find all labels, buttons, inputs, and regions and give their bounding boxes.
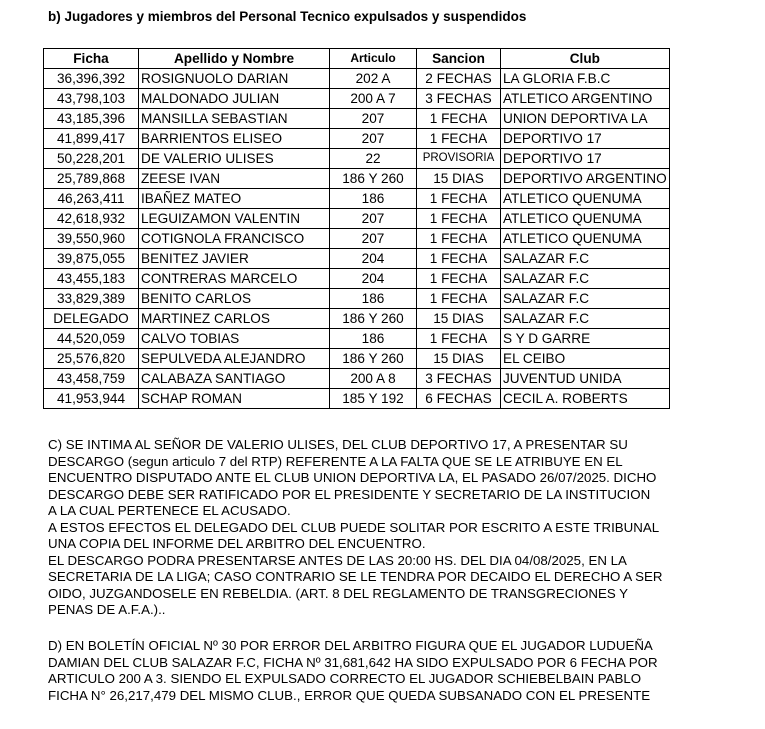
cell-apellido-nombre: LEGUIZAMON VALENTIN (139, 209, 330, 229)
sanctions-table (43, 48, 670, 409)
cell-ficha: 41,953,944 (44, 389, 139, 409)
cell-articulo: 207 (330, 129, 417, 149)
cell-articulo: 207 (330, 109, 417, 129)
table-row (44, 89, 670, 109)
cell-club: DEPORTIVO 17 (501, 149, 670, 169)
section-c-line: EL DESCARGO PODRA PRESENTARSE ANTES DE LAS 20:00 HS. DEL DIA 04/08/2025, EN LA (48, 552, 627, 568)
cell-ficha: 43,185,396 (44, 109, 139, 129)
cell-ficha: 50,228,201 (44, 149, 139, 169)
cell-articulo: 200 A 8 (330, 369, 417, 389)
cell-ficha: DELEGADO (44, 309, 139, 329)
cell-ficha: 42,618,932 (44, 209, 139, 229)
cell-apellido-nombre: COTIGNOLA FRANCISCO (139, 229, 330, 249)
cell-club: DEPORTIVO 17 (501, 129, 670, 149)
table-body (44, 69, 670, 409)
cell-apellido-nombre: CALABAZA SANTIAGO (139, 369, 330, 389)
cell-club: JUVENTUD UNIDA (501, 369, 670, 389)
cell-club: ATLETICO ARGENTINO (501, 89, 670, 109)
cell-ficha: 25,576,820 (44, 349, 139, 369)
cell-sancion: 2 FECHAS (417, 69, 501, 89)
cell-apellido-nombre: ZEESE IVAN (139, 169, 330, 189)
table-row (44, 69, 670, 89)
table-row (44, 169, 670, 189)
section-d-text (48, 638, 748, 704)
cell-articulo: 207 (330, 209, 417, 229)
cell-club: SALAZAR F.C (501, 269, 670, 289)
cell-club: ATLETICO QUENUMA (501, 229, 670, 249)
cell-articulo: 186 (330, 329, 417, 349)
cell-ficha: 43,798,103 (44, 89, 139, 109)
cell-club: SALAZAR F.C (501, 249, 670, 269)
section-d-line: D) EN BOLETÍN OFICIAL Nº 30 POR ERROR DEL ARBITRO FIGURA QUE EL JUGADOR LUDUEÑA (48, 638, 653, 653)
header-articulo: Articulo (330, 49, 417, 69)
table-row (44, 309, 670, 329)
cell-apellido-nombre: DE VALERIO ULISES (139, 149, 330, 169)
table-row (44, 109, 670, 129)
table-row (44, 269, 670, 289)
cell-sancion: 15 DIAS (417, 349, 501, 369)
cell-club: CECIL A. ROBERTS (501, 389, 670, 409)
section-d-line: FICHA N° 26,217,479 DEL MISMO CLUB., ERROR QUE QUEDA SUBSANADO CON EL PRESENTE (48, 687, 651, 703)
table-row (44, 209, 670, 229)
section-c-line: UNA COPIA DEL INFORME DEL ARBITRO DEL ENCUENTRO. (48, 536, 426, 551)
section-c-line: A ESTOS EFECTOS EL DELEGADO DEL CLUB PUEDE SOLITAR POR ESCRITO A ESTE TRIBUNAL (48, 519, 660, 535)
cell-sancion: 1 FECHA (417, 229, 501, 249)
table-row (44, 129, 670, 149)
cell-sancion: 1 FECHA (417, 289, 501, 309)
cell-sancion: PROVISORIA (417, 149, 501, 169)
section-c-line: SECRETARIA DE LA LIGA; CASO CONTRARIO SE LE TENDRA POR DECAIDO EL DERECHO A SER (48, 569, 663, 584)
cell-club: ATLETICO QUENUMA (501, 189, 670, 209)
cell-sancion: 1 FECHA (417, 109, 501, 129)
cell-apellido-nombre: MARTINEZ CARLOS (139, 309, 330, 329)
cell-ficha: 43,455,183 (44, 269, 139, 289)
cell-sancion: 6 FECHAS (417, 389, 501, 409)
header-club: Club (501, 49, 670, 69)
section-c-line: DESCARGO (segun articulo 7 del RTP) REFERENTE A LA FALTA QUE SE LE ATRIBUYE EN EL (48, 453, 623, 469)
table-row (44, 349, 670, 369)
cell-apellido-nombre: CONTRERAS MARCELO (139, 269, 330, 289)
cell-sancion: 1 FECHA (417, 329, 501, 349)
cell-apellido-nombre: SEPULVEDA ALEJANDRO (139, 349, 330, 369)
section-c-line: OIDO, JUZGANDOSELE EN REBELDIA. (ART. 8 DEL REGLAMENTO DE TRANSGRECIONES Y (48, 585, 629, 601)
cell-ficha: 43,458,759 (44, 369, 139, 389)
cell-ficha: 36,396,392 (44, 69, 139, 89)
cell-club: S Y D GARRE (501, 329, 670, 349)
cell-sancion: 1 FECHA (417, 209, 501, 229)
section-heading: b) Jugadores y miembros del Personal Tecnico expulsados y suspendidos (48, 9, 527, 24)
header-apellido-nombre: Apellido y Nombre (139, 49, 330, 69)
cell-club: UNION DEPORTIVA LA (501, 109, 670, 129)
table-row (44, 189, 670, 209)
cell-sancion: 1 FECHA (417, 269, 501, 289)
cell-apellido-nombre: CALVO TOBIAS (139, 329, 330, 349)
cell-articulo: 200 A 7 (330, 89, 417, 109)
cell-articulo: 186 Y 260 (330, 169, 417, 189)
cell-apellido-nombre: IBAÑEZ MATEO (139, 189, 330, 209)
cell-sancion: 15 DIAS (417, 169, 501, 189)
section-c-line: DESCARGO DEBE SER RATIFICADO POR EL PRESIDENTE Y SECRETARIO DE LA INSTITUCION (48, 486, 651, 502)
table-row (44, 389, 670, 409)
section-d-line: ARTICULO 200 A 3. SIENDO EL EXPULSADO CORRECTO EL JUGADOR SCHIEBELBAIN PABLO (48, 671, 642, 686)
cell-apellido-nombre: BENITEZ JAVIER (139, 249, 330, 269)
cell-apellido-nombre: SCHAP ROMAN (139, 389, 330, 409)
header-sancion: Sancion (417, 49, 501, 69)
cell-ficha: 44,520,059 (44, 329, 139, 349)
table-row (44, 229, 670, 249)
cell-sancion: 3 FECHAS (417, 369, 501, 389)
cell-articulo: 186 Y 260 (330, 309, 417, 329)
cell-sancion: 1 FECHA (417, 249, 501, 269)
cell-articulo: 185 Y 192 (330, 389, 417, 409)
cell-apellido-nombre: MANSILLA SEBASTIAN (139, 109, 330, 129)
cell-ficha: 39,875,055 (44, 249, 139, 269)
cell-sancion: 15 DIAS (417, 309, 501, 329)
cell-apellido-nombre: BENITO CARLOS (139, 289, 330, 309)
cell-articulo: 186 (330, 189, 417, 209)
cell-club: SALAZAR F.C (501, 289, 670, 309)
cell-ficha: 33,829,389 (44, 289, 139, 309)
cell-club: SALAZAR F.C (501, 309, 670, 329)
section-c-line: ENCUENTRO DISPUTADO ANTE EL CLUB UNION DEPORTIVA LA, EL PASADO 26/07/2025. DICHO (48, 470, 657, 485)
cell-apellido-nombre: BARRIENTOS ELISEO (139, 129, 330, 149)
section-c-text (48, 437, 748, 619)
cell-articulo: 186 (330, 289, 417, 309)
cell-sancion: 1 FECHA (417, 129, 501, 149)
cell-ficha: 41,899,417 (44, 129, 139, 149)
section-d-line: DAMIAN DEL CLUB SALAZAR F.C, FICHA Nº 31,681,642 HA SIDO EXPULSADO POR 6 FECHA POR (48, 654, 658, 670)
section-c-line: C) SE INTIMA AL SEÑOR DE VALERIO ULISES, DEL CLUB DEPORTIVO 17, A PRESENTAR SU (48, 437, 628, 452)
cell-ficha: 39,550,960 (44, 229, 139, 249)
cell-sancion: 3 FECHAS (417, 89, 501, 109)
cell-club: ATLETICO QUENUMA (501, 209, 670, 229)
table-row (44, 249, 670, 269)
section-c-line: PENAS DE A.F.A.).. (48, 602, 166, 617)
cell-sancion: 1 FECHA (417, 189, 501, 209)
table-header-row (44, 49, 670, 69)
header-ficha: Ficha (44, 49, 139, 69)
cell-articulo: 202 A (330, 69, 417, 89)
table-row (44, 149, 670, 169)
cell-articulo: 186 Y 260 (330, 349, 417, 369)
cell-ficha: 46,263,411 (44, 189, 139, 209)
cell-apellido-nombre: ROSIGNUOLO DARIAN (139, 69, 330, 89)
section-c-line: A LA CUAL PERTENECE EL ACUSADO. (48, 503, 291, 518)
cell-articulo: 22 (330, 149, 417, 169)
cell-club: LA GLORIA F.B.C (501, 69, 670, 89)
cell-ficha: 25,789,868 (44, 169, 139, 189)
table-row (44, 289, 670, 309)
table-row (44, 369, 670, 389)
cell-articulo: 204 (330, 249, 417, 269)
cell-articulo: 207 (330, 229, 417, 249)
cell-apellido-nombre: MALDONADO JULIAN (139, 89, 330, 109)
cell-club: DEPORTIVO ARGENTINO (501, 169, 670, 189)
cell-club: EL CEIBO (501, 349, 670, 369)
table-row (44, 329, 670, 349)
cell-articulo: 204 (330, 269, 417, 289)
